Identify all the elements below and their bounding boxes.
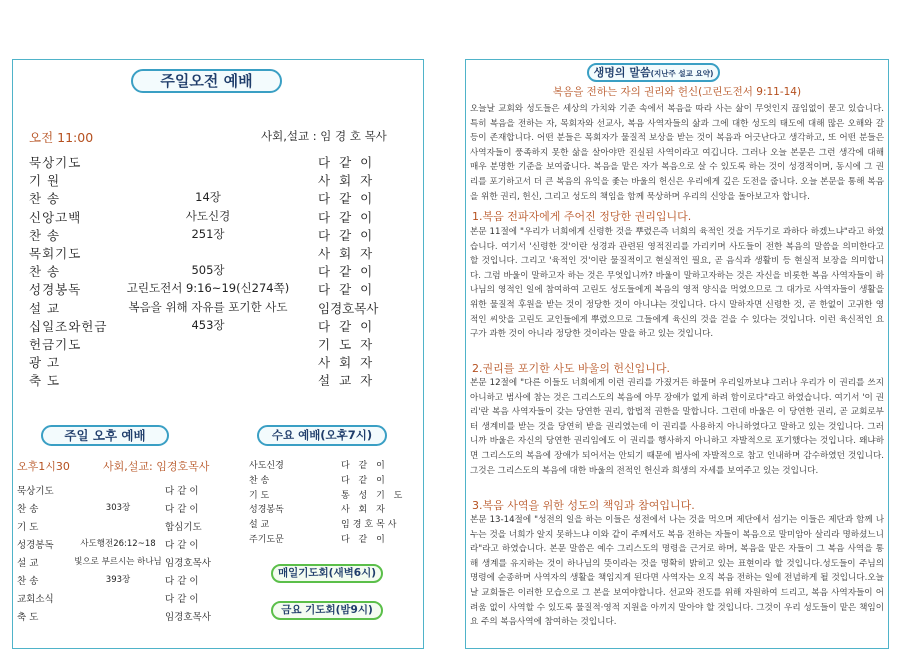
morning-order-label: 신앙고백 bbox=[29, 209, 82, 225]
morning-order-row bbox=[13, 262, 423, 281]
wednesday-order-who: 다 같 이 bbox=[341, 535, 388, 545]
afternoon-order-label: 묵상기도 bbox=[17, 486, 54, 497]
sermon-heading-3: 3.복음 사역을 위한 성도의 책임과 참여입니다. bbox=[472, 499, 695, 512]
wednesday-order-row bbox=[249, 517, 419, 533]
morning-order-detail: 251장 bbox=[191, 226, 225, 241]
morning-order-who: 다같이 bbox=[318, 209, 382, 225]
worship-order-panel bbox=[12, 59, 424, 649]
morning-order-list bbox=[13, 153, 423, 393]
morning-order-detail: 453장 bbox=[191, 317, 225, 332]
afternoon-order-who: 다 같 이 bbox=[165, 486, 199, 497]
afternoon-order-who: 합심기도 bbox=[165, 522, 202, 533]
morning-order-label: 묵상기도 bbox=[29, 155, 82, 170]
sermon-paragraph-1: 본문 11절에 "우리가 너희에게 신령한 것을 뿌렸은즉 너희의 육적인 것을 거두기로 과하다 하겠느냐"라고 하였습니다. 여기서 '신령한 것'이란 성경과 관련된 영적진리를 가리키며 사도들이 전한 복음의 말씀을 의미한다고 할 것입니다. 그리고 '육적인 것'이란 물질적이고 현실적인 필요, 곧 음식과 생활비 등 현실적 보장을 의미합니다. 그럼 바울이 말하고자 하는 것은 무엇입니까? 바울이 말하고자하는 것은 자신을 비롯한 복음 사역자들이 하나님의 영적인 일에 참여하여 고린도 성도들에게 복음의 영적 양식을 먹였으므로 그 대가로 사역자들이 생활을 위한 물질적 후원을 받는 것이 정당한 것이 아니냐는 것입니다. 다시 말하자면 신령한 것, 곧 한없이 고귀한 영적인 씨앗을 고린도 교인들에게 뿌렸으므로 그들에게 육신의 것을 걷을 수 있다는 것입니다. 이런 육신적인 요구가 과한 것이 아니라 정당한 것이라는 말을 하고 있는 것입니다. bbox=[470, 227, 884, 340]
sermon-badge-main: 생명의 말씀 bbox=[593, 66, 651, 79]
sermon-paragraph-3: 본문 13-14절에 "성전의 일을 하는 이들은 성전에서 나는 것을 먹으며 제단에서 섬기는 이들은 제단과 함께 나누는 것을 너희가 알지 못하느냐 이와 같이 주께서도 복음 전하는 자들이 복음으로 말미암아 살리라 명하셨느니라"라고 하였습니다. 본문 말씀은 예수 그리스도의 명령을 근거로 하며, 복음을 맡은 자들이 그 복음 사역을 통해 생계를 유지하는 것이 하나님의 뜻이라는 것을 명확히 밝히고 있는 표현이라 할 것입니다.성도들이 주님의 명령에 순종하며 사역자의 생활을 책임지게 된다면 사역자는 오직 복음 전하는 일에 전념하게 될 것입니다.오늘날 교회들은 이러한 모습으로 그 본을 보여야합니다. 선교와 전도를 위해 자원하여 드리고, 복음 사역자들이 어려움 없이 사역할 수 있도록 물질적·영적 지원을 아끼지 말아야 할 것입니다. 그것이 우리 성도들이 맡은 책임이요 주의 복음사역에 참여하는 것입니다. bbox=[470, 515, 884, 628]
sermon-intro: 오늘날 교회와 성도들은 세상의 가치와 기준 속에서 복음을 따라 사는 삶이 무엇인지 끊임없이 묻고 있습니다. 특히 복음을 전하는 자, 목회자와 선교사, 복음 사역자들의 삶과 그에 대한 성도의 태도에 대해 많은 오해와 갈등이 존재합니다. 어떤 분들은 목회자가 물질적 보상을 받는 것이 복음과 어긋난다고 생각하고, 또 어떤 분들은 사역자들이 풍족하지 못한 삶을 살아야만 진실된 사역이라고 여깁니다. 그러나 오늘 본문은 그런 생각에 대해 매우 분명한 기준을 보여줍니다. 복음을 맡은 자가 복음으로 살 수 있도록 하는 것이 성경적이며, 동시에 그 권리를 포기하고서 더 큰 복음의 유익을 좇는 바울의 헌신은 우리에게 깊은 도전을 줍니다. 오늘 본문을 통해 복음을 위한 권리, 헌신, 그리고 성도의 책임을 함께 묵상하며 우리의 신앙을 돌아보고자 합니다. bbox=[470, 104, 884, 202]
morning-order-label: 목회기도 bbox=[29, 246, 82, 261]
morning-order-row bbox=[13, 226, 423, 245]
morning-order-detail: 고린도전서 9:16~19(신274쪽) bbox=[126, 281, 290, 296]
sermon-badge bbox=[587, 63, 720, 82]
morning-order-who: 사회자 bbox=[318, 173, 382, 189]
afternoon-order-row bbox=[13, 609, 233, 627]
morning-order-who: 다같이 bbox=[318, 264, 382, 280]
morning-order-label: 축 도 bbox=[29, 373, 61, 389]
morning-order-row bbox=[13, 208, 423, 227]
wednesday-order-row bbox=[249, 488, 419, 504]
wednesday-order-label: 주기도문 bbox=[249, 535, 284, 545]
morning-order-label: 설 교 bbox=[29, 300, 61, 316]
sermon-title: 복음을 전하는 자의 권리와 헌신(고린도전서 9:11-14) bbox=[552, 86, 802, 98]
afternoon-order-label: 성경봉독 bbox=[17, 540, 54, 551]
morning-order-label: 광 고 bbox=[29, 355, 61, 371]
morning-order-label: 십일조와헌금 bbox=[29, 318, 108, 334]
friday-prayer-badge: 금요 기도회(밤9시) bbox=[271, 601, 383, 620]
afternoon-service-time: 오후1시30 bbox=[17, 460, 70, 473]
morning-service-time: 오전 11:00 bbox=[29, 130, 94, 145]
morning-order-row bbox=[13, 244, 423, 263]
morning-order-who: 다같이 bbox=[318, 227, 382, 243]
morning-service-presider: 사회,설교 : 임 경 호 목사 bbox=[261, 129, 387, 143]
wednesday-order-label: 찬 송 bbox=[249, 475, 270, 486]
wednesday-order-row bbox=[249, 532, 419, 548]
afternoon-order-detail: 빛으로 부르시는 하나님 bbox=[74, 557, 162, 567]
morning-order-label: 헌금기도 bbox=[29, 337, 82, 352]
wednesday-order-label: 성경봉독 bbox=[249, 505, 284, 516]
sermon-heading-1: 1.복음 전파자에게 주어진 정당한 권리입니다. bbox=[472, 210, 692, 223]
afternoon-order-who: 다 같 이 bbox=[165, 594, 199, 605]
daily-prayer-badge: 매일기도회(새벽6시) bbox=[271, 564, 383, 583]
afternoon-order-detail: 303장 bbox=[105, 503, 131, 513]
afternoon-order-row bbox=[13, 537, 233, 555]
wednesday-order-label: 설 교 bbox=[249, 520, 270, 531]
afternoon-order-list bbox=[13, 483, 233, 633]
wednesday-order-row bbox=[249, 458, 419, 474]
wednesday-service-title: 수요 예배(오후7시) bbox=[257, 425, 387, 446]
afternoon-order-row bbox=[13, 483, 233, 501]
afternoon-order-who: 임경호목사 bbox=[165, 612, 211, 623]
wednesday-order-label: 기 도 bbox=[249, 490, 270, 501]
morning-order-detail: 14장 bbox=[195, 190, 221, 205]
afternoon-order-row bbox=[13, 519, 233, 537]
sermon-heading-2: 2.권리를 포기한 사도 바울의 헌신입니다. bbox=[472, 362, 670, 375]
wednesday-order-row bbox=[249, 502, 419, 518]
afternoon-order-label: 기 도 bbox=[17, 522, 39, 533]
morning-order-who: 기도자 bbox=[318, 337, 382, 352]
morning-order-label: 찬 송 bbox=[29, 264, 61, 280]
morning-order-label: 찬 송 bbox=[29, 191, 61, 207]
afternoon-order-detail: 393장 bbox=[105, 575, 131, 585]
afternoon-order-row bbox=[13, 501, 233, 519]
wednesday-order-row bbox=[249, 473, 419, 489]
afternoon-order-who: 임경호목사 bbox=[165, 558, 211, 569]
morning-order-detail: 사도신경 bbox=[185, 208, 231, 223]
morning-order-row bbox=[13, 335, 423, 354]
wednesday-order-who: 다 같 이 bbox=[341, 475, 388, 486]
morning-order-who: 다같이 bbox=[318, 155, 382, 170]
morning-order-who: 다같이 bbox=[318, 282, 382, 298]
morning-service-title: 주일오전 예배 bbox=[131, 69, 282, 93]
afternoon-service-presider: 사회,설교: 임경호목사 bbox=[103, 460, 210, 473]
afternoon-order-label: 축 도 bbox=[17, 612, 39, 623]
afternoon-order-label: 찬 송 bbox=[17, 504, 39, 515]
wednesday-order-who: 통 성 기 도 bbox=[341, 490, 406, 501]
afternoon-order-who: 다 같 이 bbox=[165, 504, 199, 515]
wednesday-order-who: 사 회 자 bbox=[341, 505, 388, 516]
morning-order-label: 찬 송 bbox=[29, 227, 61, 243]
morning-order-label: 기 원 bbox=[29, 173, 61, 189]
morning-order-row bbox=[13, 371, 423, 390]
afternoon-service-title: 주일 오후 예배 bbox=[41, 425, 169, 446]
wednesday-order-list bbox=[249, 458, 419, 558]
wednesday-order-label: 사도신경 bbox=[249, 461, 284, 471]
afternoon-order-label: 교회소식 bbox=[17, 594, 54, 605]
sermon-paragraph-2: 본문 12절에 "다른 이들도 너희에게 이런 권리를 가졌거든 하물며 우리일까보냐 그러나 우리가 이 권리를 쓰지 아니하고 범사에 참는 것은 그리스도의 복음에 아무 장애가 없게 하려 함이로다"라고 하였습니다. 여기서 '이 권리'란 복음 사역자들이 갖는 당연한 권리, 합법적 권한을 말합니다. 그런데 바울은 이 당연한 권리, 곧 교회로부터 생계비를 받는 것을 당연히 받을 권리였는데 이 권리를 사용하지 아니하였다고 말하고 있는 것입니다. 그러니까 바울은 자신의 당연한 권리임에도 이 권리를 행사하지 아니하고 자발적으로 포기했다는 것입니다. 왜냐하면 그리스도의 복음에 장애가 되어서는 안되기 때문에 범사에 자발적으로 참고 인내하며 감수하였던 것입니다. 그것은 그리스도의 복음에 대한 바울의 전적인 헌신과 희생의 자세를 보여주고 있는 것입니다. bbox=[470, 378, 884, 476]
sermon-summary-panel bbox=[465, 59, 889, 649]
morning-order-row bbox=[13, 299, 423, 318]
morning-order-who: 설교자 bbox=[318, 373, 382, 389]
afternoon-order-row bbox=[13, 573, 233, 591]
morning-order-row bbox=[13, 189, 423, 208]
morning-order-who: 다같이 bbox=[318, 191, 382, 207]
afternoon-order-row bbox=[13, 555, 233, 573]
morning-order-label: 성경봉독 bbox=[29, 282, 82, 298]
sermon-badge-sub: (지난주 설교 요약) bbox=[650, 69, 714, 78]
afternoon-order-label: 설 교 bbox=[17, 558, 39, 569]
afternoon-order-who: 다 같 이 bbox=[165, 540, 199, 551]
morning-order-row bbox=[13, 153, 423, 172]
afternoon-order-label: 찬 송 bbox=[17, 576, 39, 587]
morning-order-row bbox=[13, 353, 423, 372]
morning-order-detail: 505장 bbox=[191, 263, 225, 278]
morning-order-detail: 복음을 위해 자유를 포기한 사도 bbox=[128, 299, 288, 314]
morning-order-row bbox=[13, 171, 423, 190]
morning-order-who: 사회자 bbox=[318, 246, 382, 261]
morning-order-who: 다같이 bbox=[318, 318, 382, 334]
afternoon-order-row bbox=[13, 591, 233, 609]
afternoon-order-who: 다 같 이 bbox=[165, 576, 199, 587]
morning-order-who: 임경호목사 bbox=[318, 300, 379, 316]
morning-order-who: 사회자 bbox=[318, 355, 382, 371]
morning-order-row bbox=[13, 317, 423, 336]
afternoon-order-detail: 사도행전26:12~18 bbox=[80, 539, 156, 549]
wednesday-order-who: 임경호목사 bbox=[341, 520, 400, 531]
morning-order-row bbox=[13, 280, 423, 299]
wednesday-order-who: 다 같 이 bbox=[341, 461, 388, 471]
